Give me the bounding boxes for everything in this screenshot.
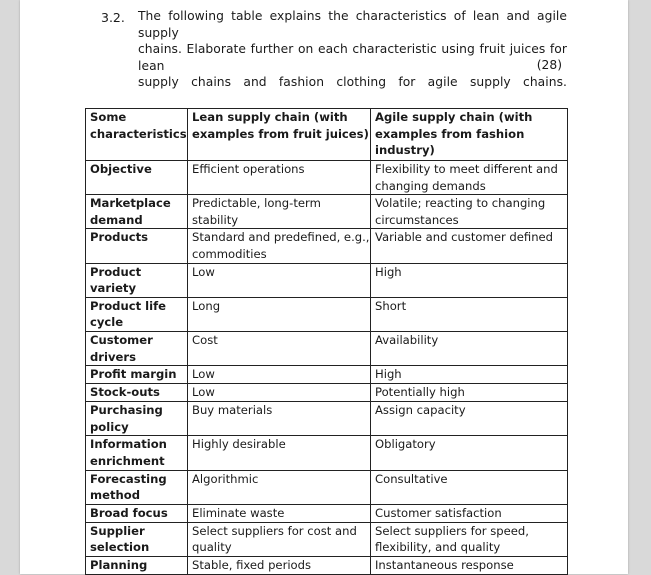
table-row <box>86 161 568 195</box>
question-line: The following table explains the characteristics of lean and agile supply <box>138 9 567 40</box>
table-header-row <box>86 109 568 161</box>
row-characteristic: Product life cycle <box>86 297 188 331</box>
row-agile-value: Variable and customer defined <box>371 229 568 263</box>
row-lean-value: Highly desirable <box>188 436 371 470</box>
row-agile-value: Assign capacity <box>371 402 568 436</box>
row-characteristic: Marketplace demand <box>86 195 188 229</box>
row-lean-value: Predictable, long-term stability <box>188 195 371 229</box>
row-lean-value: Long <box>188 297 371 331</box>
row-agile-value: High <box>371 263 568 297</box>
row-agile-value: Instantaneous response <box>371 556 568 574</box>
question-marks: (28) <box>536 58 562 72</box>
row-agile-value: High <box>371 366 568 384</box>
table-row <box>86 195 568 229</box>
row-lean-value: Buy materials <box>188 402 371 436</box>
table-row <box>86 436 568 470</box>
row-lean-value: Eliminate waste <box>188 504 371 522</box>
row-lean-value: Low <box>188 384 371 402</box>
row-characteristic: Purchasing policy <box>86 402 188 436</box>
row-lean-value: Efficient operations <box>188 161 371 195</box>
row-lean-value: Low <box>188 366 371 384</box>
question-line: supply chains and fashion clothing for agile supply chains. <box>138 75 567 90</box>
table-row <box>86 297 568 331</box>
table-row <box>86 229 568 263</box>
comparison-table <box>85 108 568 575</box>
row-characteristic: Supplier selection <box>86 522 188 556</box>
row-characteristic: Stock-outs <box>86 384 188 402</box>
header-lean: Lean supply chain (with examples from fruit juices) <box>188 109 371 161</box>
row-agile-value: Flexibility to meet different and changing demands <box>371 161 568 195</box>
table-row <box>86 384 568 402</box>
row-lean-value: Algorithmic <box>188 470 371 504</box>
row-agile-value: Obligatory <box>371 436 568 470</box>
header-characteristics: Some characteristics <box>86 109 188 161</box>
question-line: chains. Elaborate further on each characteristic using fruit juices for lean <box>138 42 567 73</box>
question-text <box>138 8 567 91</box>
table-row <box>86 504 568 522</box>
table-row <box>86 263 568 297</box>
question-number: 3.2. <box>101 10 125 25</box>
row-agile-value: Volatile; reacting to changing circumstances <box>371 195 568 229</box>
row-characteristic: Planning <box>86 556 188 574</box>
row-lean-value: Standard and predefined, e.g., commodities <box>188 229 371 263</box>
table-row <box>86 366 568 384</box>
row-characteristic: Objective <box>86 161 188 195</box>
row-lean-value: Low <box>188 263 371 297</box>
row-characteristic: Customer drivers <box>86 331 188 365</box>
table-row <box>86 522 568 556</box>
row-lean-value: Stable, fixed periods <box>188 556 371 574</box>
row-agile-value: Short <box>371 297 568 331</box>
table-row <box>86 556 568 574</box>
table-row <box>86 331 568 365</box>
row-characteristic: Products <box>86 229 188 263</box>
table-body <box>86 161 568 575</box>
header-agile: Agile supply chain (with examples from fashion industry) <box>371 109 568 161</box>
row-characteristic: Information enrichment <box>86 436 188 470</box>
row-characteristic: Broad focus <box>86 504 188 522</box>
row-agile-value: Availability <box>371 331 568 365</box>
row-characteristic: Product variety <box>86 263 188 297</box>
row-characteristic: Forecasting method <box>86 470 188 504</box>
row-agile-value: Customer satisfaction <box>371 504 568 522</box>
document-page <box>20 0 628 574</box>
row-lean-value: Select suppliers for cost and quality <box>188 522 371 556</box>
row-agile-value: Consultative <box>371 470 568 504</box>
table-row <box>86 470 568 504</box>
row-lean-value: Cost <box>188 331 371 365</box>
row-agile-value: Potentially high <box>371 384 568 402</box>
row-characteristic: Profit margin <box>86 366 188 384</box>
row-agile-value: Select suppliers for speed, flexibility, and quality <box>371 522 568 556</box>
table-row <box>86 402 568 436</box>
